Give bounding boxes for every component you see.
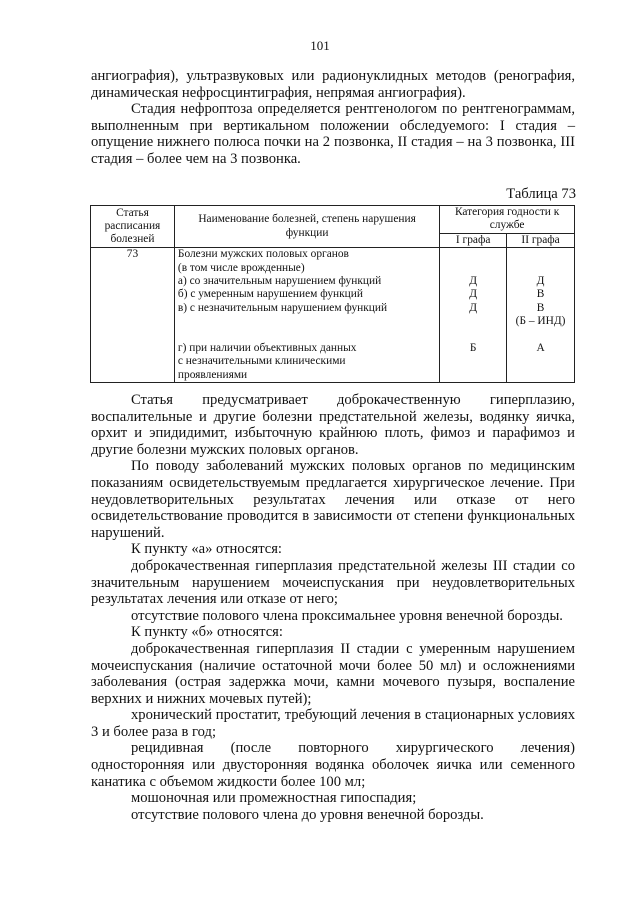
- body-paragraph: доброкачественная гиперплазия II стадии с умеренным нарушением мочеиспускания (наличие остаточной мочи более 50 мл) и осложнениями заболевания (острая задержка мочи, камни мочевого пузыря, воспаление верхних и нижних мочевых путей);: [91, 640, 575, 707]
- category-value: А: [536, 342, 545, 355]
- body-paragraph: доброкачественная гиперплазия предстательной железы III стадии со значительным нарушением мочеиспускания при неудовлетворительных результатах лечения или отказе от него;: [91, 557, 575, 608]
- body-paragraph: К пункту «а» относятся:: [131, 541, 282, 558]
- category-value: Д: [469, 301, 478, 314]
- header-disease: Наименование болезней, степень нарушения функции: [174, 206, 439, 248]
- category-value: В: [536, 301, 545, 314]
- body-paragraph: мошоночная или промежностная гипоспадия;: [131, 790, 417, 807]
- category-note: (Б – ИНД): [515, 315, 566, 328]
- category-value: Д: [469, 275, 478, 288]
- body-paragraph: отсутствие полового члена проксимальнее уровня венечной борозды.: [131, 607, 563, 624]
- intro-paragraph: ангиография), ультразвуковых или радионуклидных методов (ренография, динамическая нефросцинтиграфия, непрямая ангиография).: [91, 68, 575, 101]
- row-graph-2: [507, 248, 575, 383]
- body-paragraph: хронический простатит, требующий лечения в стационарных условиях 3 и более раза в год;: [91, 707, 575, 740]
- disease-item: г) при наличии объективных данных: [177, 342, 357, 355]
- category-value: Б: [469, 342, 477, 355]
- disease-item: а) со значительным нарушением функций: [177, 275, 382, 288]
- row-graph-1: [440, 248, 507, 383]
- table-header-row: [91, 206, 575, 234]
- table-caption: Таблица 73: [506, 186, 576, 202]
- disease-item: с незначительными клиническими: [177, 355, 346, 368]
- row-disease: [174, 248, 439, 383]
- row-article: 73: [91, 248, 175, 383]
- body-paragraph: Статья предусматривает доброкачественную гиперплазию, воспалительные и другие болезни предстательной железы, водянку яичка, орхит и эпидидимит, избыточную крайнюю плоть, фимоз и парафимоз и другие болезни мужских половых органов.: [91, 392, 575, 458]
- intro-paragraph: Стадия нефроптоза определяется рентгенологом по рентгенограммам, выполненным при вертикальном положении обследуемого: I стадия – опущение нижнего полюса почки на 2 позвонка, II стадия – на 3 позвонка, III стадия – более чем на 3 позвонка.: [91, 101, 575, 167]
- disease-item: в) с незначительным нарушением функций: [177, 301, 388, 314]
- category-value: Д: [536, 275, 545, 288]
- header-graph-1: I графа: [440, 233, 507, 247]
- disease-item: проявлениями: [177, 368, 248, 381]
- intro-text: [91, 68, 575, 168]
- category-value: В: [536, 288, 545, 301]
- body-paragraph: По поводу заболеваний мужских половых органов по медицинским показаниям освидетельствуемым предлагается хирургическое лечение. При неудовлетворительных результатах лечения или отказе от него освидетельствование проводится в зависимости от степени функциональных нарушений.: [91, 458, 575, 541]
- body-paragraph: К пункту «б» относятся:: [131, 624, 283, 641]
- category-value: Д: [469, 288, 478, 301]
- disease-title: Болезни мужских половых органов: [177, 248, 349, 261]
- category-table: [90, 205, 575, 383]
- disease-item: б) с умеренным нарушением функций: [177, 288, 363, 301]
- body-text: [91, 392, 575, 823]
- body-paragraph: рецидивная (после повторного хирургического лечения) односторонняя или двусторонняя водянка оболочек яичка или семенного канатика с объемом жидкости более 100 мл;: [91, 740, 575, 790]
- disease-title: (в том числе врожденные): [177, 261, 305, 274]
- body-paragraph: отсутствие полового члена до уровня венечной борозды.: [131, 806, 484, 823]
- table-row: [91, 248, 575, 383]
- header-category: Категория годности к службе: [440, 206, 575, 234]
- header-article: Статья расписания болезней: [91, 206, 175, 248]
- page-number: 101: [310, 38, 330, 53]
- header-graph-2: II графа: [507, 233, 575, 247]
